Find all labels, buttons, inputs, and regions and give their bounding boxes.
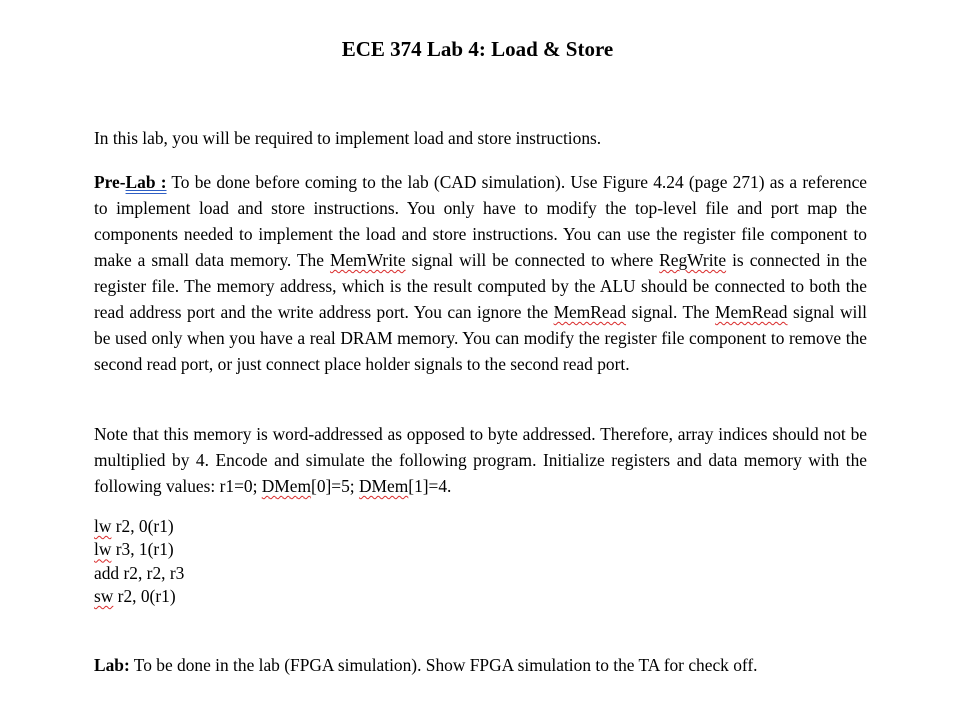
prelab-label-lab: Lab : (125, 172, 167, 192)
prelab-text: is connected in the register file. The memory address, which is the result computed by the ALU should be connected to both the read address port and the write address port. You can ignore the (94, 250, 867, 322)
term-dmem: DMem (359, 476, 409, 496)
term-memwrite: MemWrite (329, 250, 406, 270)
prelab-text: signal. The (626, 302, 716, 322)
prelab-text: To be done before coming to the lab (CAD simulation). Use Figure 4.24 (page 271) as a reference to implement load and store instructions. You only have to modify the top-level file and port map the components needed to implement the load and store instructions. You can use the register file component to make a small data memory. The (94, 172, 868, 270)
note-text: [1]=4. (408, 476, 452, 496)
prelab-label-pre: Pre- (94, 172, 126, 192)
program-args: r2, 0(r1) (113, 585, 176, 606)
note-paragraph (94, 421, 867, 499)
program-line (94, 585, 867, 608)
term-dmem: DMem (261, 476, 312, 496)
lab-label: Lab: (94, 655, 130, 675)
program-listing (94, 515, 867, 608)
program-op: add (94, 562, 120, 583)
lab-text: To be done in the lab (FPGA simulation). Show FPGA simulation to the TA for check off. (129, 655, 758, 675)
program-args: r2, r2, r3 (119, 562, 185, 583)
program-op: sw (94, 585, 114, 606)
intro-paragraph: In this lab, you will be required to implement load and store instructions. (94, 128, 602, 148)
program-args: r3, 1(r1) (111, 539, 174, 560)
program-args: r2, 0(r1) (111, 516, 174, 536)
document-title: ECE 374 Lab 4: Load & Store (341, 37, 614, 61)
prelab-paragraph (94, 169, 867, 377)
lab-paragraph (94, 652, 867, 678)
note-text: [0]=5; (311, 476, 359, 496)
term-regwrite: RegWrite (659, 250, 727, 270)
prelab-text: signal will be connected to where (405, 250, 660, 270)
prelab-text: signal will be used only when you have a real DRAM memory. You can modify the register file component to remove the second read port, or just connect place holder signals to the second read port. (94, 302, 867, 374)
program-line (94, 562, 867, 585)
note-text: Note that this memory is word-addressed as opposed to byte addressed. Therefore, array indices should not be multiplied by 4. Encode and simulate the following program. Initialize registers and data memory with the following values: r1=0; (94, 424, 867, 496)
program-op: lw (94, 516, 112, 536)
program-op: lw (94, 539, 112, 560)
program-line (94, 515, 867, 538)
term-memread: MemRead (553, 302, 627, 322)
program-line (94, 538, 867, 561)
term-memread: MemRead (715, 302, 788, 322)
